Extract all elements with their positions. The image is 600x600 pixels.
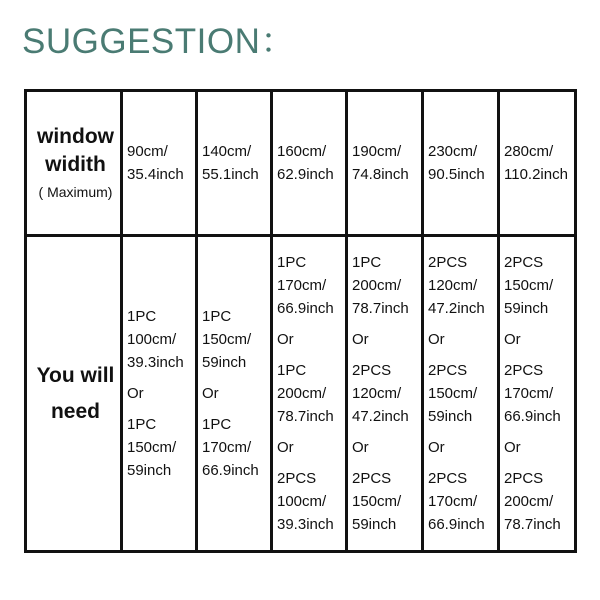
need-cell-4 xyxy=(347,236,423,552)
width-cell-6 xyxy=(499,91,576,236)
option-inch: 59inch xyxy=(202,354,247,371)
option-inch: 78.7inch xyxy=(277,408,334,425)
option-cm: 120cm/ xyxy=(352,385,402,402)
option-cm: 200cm/ xyxy=(504,493,554,510)
option-qty: 2PCS xyxy=(428,470,468,487)
option-inch: 78.7inch xyxy=(352,300,409,317)
or-separator: Or xyxy=(428,439,445,456)
header-label-line3: ( Maximum) xyxy=(38,184,113,200)
option-cm: 150cm/ xyxy=(202,331,252,348)
need-cell-2 xyxy=(197,236,272,552)
width-cell-5 xyxy=(423,91,499,236)
option-inch: 66.9inch xyxy=(202,462,259,479)
option-inch: 47.2inch xyxy=(428,300,485,317)
width-cm: 230cm/ xyxy=(428,143,478,160)
option-qty: 1PC xyxy=(202,308,232,325)
width-inch: 62.9inch xyxy=(277,166,334,183)
option-inch: 39.3inch xyxy=(127,354,184,371)
option-cm: 170cm/ xyxy=(428,493,478,510)
option-cm: 200cm/ xyxy=(352,277,402,294)
option-inch: 59inch xyxy=(352,516,397,533)
need-label-line2: need xyxy=(50,399,100,423)
option-inch: 59inch xyxy=(428,408,473,425)
you-will-need-header xyxy=(26,236,122,552)
option-cm: 100cm/ xyxy=(277,493,327,510)
option-inch: 47.2inch xyxy=(352,408,409,425)
need-cell-5 xyxy=(423,236,499,552)
width-cm: 160cm/ xyxy=(277,143,327,160)
option-qty: 2PCS xyxy=(428,362,468,379)
option-cm: 150cm/ xyxy=(428,385,478,402)
width-inch: 55.1inch xyxy=(202,166,259,183)
width-inch: 110.2inch xyxy=(504,166,568,183)
header-label-line2: widith xyxy=(45,153,106,176)
option-qty: 1PC xyxy=(127,308,157,325)
width-inch: 74.8inch xyxy=(352,166,409,183)
header-label-line1: window xyxy=(37,125,114,148)
you-will-need-row xyxy=(26,236,576,552)
width-cell-1 xyxy=(122,91,197,236)
option-cm: 150cm/ xyxy=(352,493,402,510)
option-qty: 2PCS xyxy=(352,470,392,487)
or-separator: Or xyxy=(504,439,521,456)
option-qty: 1PC xyxy=(202,416,232,433)
option-qty: 1PC xyxy=(277,362,307,379)
option-qty: 1PC xyxy=(352,254,382,271)
option-qty: 2PCS xyxy=(352,362,392,379)
need-cell-1 xyxy=(122,236,197,552)
width-cm: 140cm/ xyxy=(202,143,252,160)
option-inch: 59inch xyxy=(504,300,549,317)
option-inch: 39.3inch xyxy=(277,516,334,533)
option-inch: 59inch xyxy=(127,462,172,479)
option-cm: 120cm/ xyxy=(428,277,478,294)
window-width-header xyxy=(26,91,122,236)
width-inch: 90.5inch xyxy=(428,166,485,183)
page-title: SUGGESTION： xyxy=(22,22,296,61)
option-qty: 2PCS xyxy=(504,470,544,487)
width-cell-3 xyxy=(272,91,347,236)
width-cm: 280cm/ xyxy=(504,143,554,160)
or-separator: Or xyxy=(428,331,445,348)
option-cm: 170cm/ xyxy=(504,385,554,402)
width-cm: 190cm/ xyxy=(352,143,402,160)
need-label-line1: You will xyxy=(36,363,115,387)
window-width-row xyxy=(26,91,576,236)
option-cm: 150cm/ xyxy=(127,439,177,456)
width-cell-4 xyxy=(347,91,423,236)
option-qty: 2PCS xyxy=(277,470,317,487)
suggestion-table xyxy=(24,89,577,553)
or-separator: Or xyxy=(277,331,294,348)
option-inch: 78.7inch xyxy=(504,516,561,533)
option-cm: 170cm/ xyxy=(277,277,327,294)
or-separator: Or xyxy=(352,331,369,348)
option-cm: 200cm/ xyxy=(277,385,327,402)
or-separator: Or xyxy=(504,331,521,348)
or-separator: Or xyxy=(352,439,369,456)
option-qty: 1PC xyxy=(277,254,307,271)
need-cell-6 xyxy=(499,236,576,552)
option-qty: 2PCS xyxy=(504,254,544,271)
option-qty: 1PC xyxy=(127,416,157,433)
option-qty: 2PCS xyxy=(504,362,544,379)
option-cm: 100cm/ xyxy=(127,331,177,348)
option-inch: 66.9inch xyxy=(277,300,334,317)
option-inch: 66.9inch xyxy=(504,408,561,425)
or-separator: Or xyxy=(127,385,144,402)
or-separator: Or xyxy=(202,385,219,402)
width-inch: 35.4inch xyxy=(127,166,184,183)
option-qty: 2PCS xyxy=(428,254,468,271)
width-cm: 90cm/ xyxy=(127,143,168,160)
option-cm: 170cm/ xyxy=(202,439,252,456)
need-cell-3 xyxy=(272,236,347,552)
option-cm: 150cm/ xyxy=(504,277,554,294)
option-inch: 66.9inch xyxy=(428,516,485,533)
or-separator: Or xyxy=(277,439,294,456)
width-cell-2 xyxy=(197,91,272,236)
